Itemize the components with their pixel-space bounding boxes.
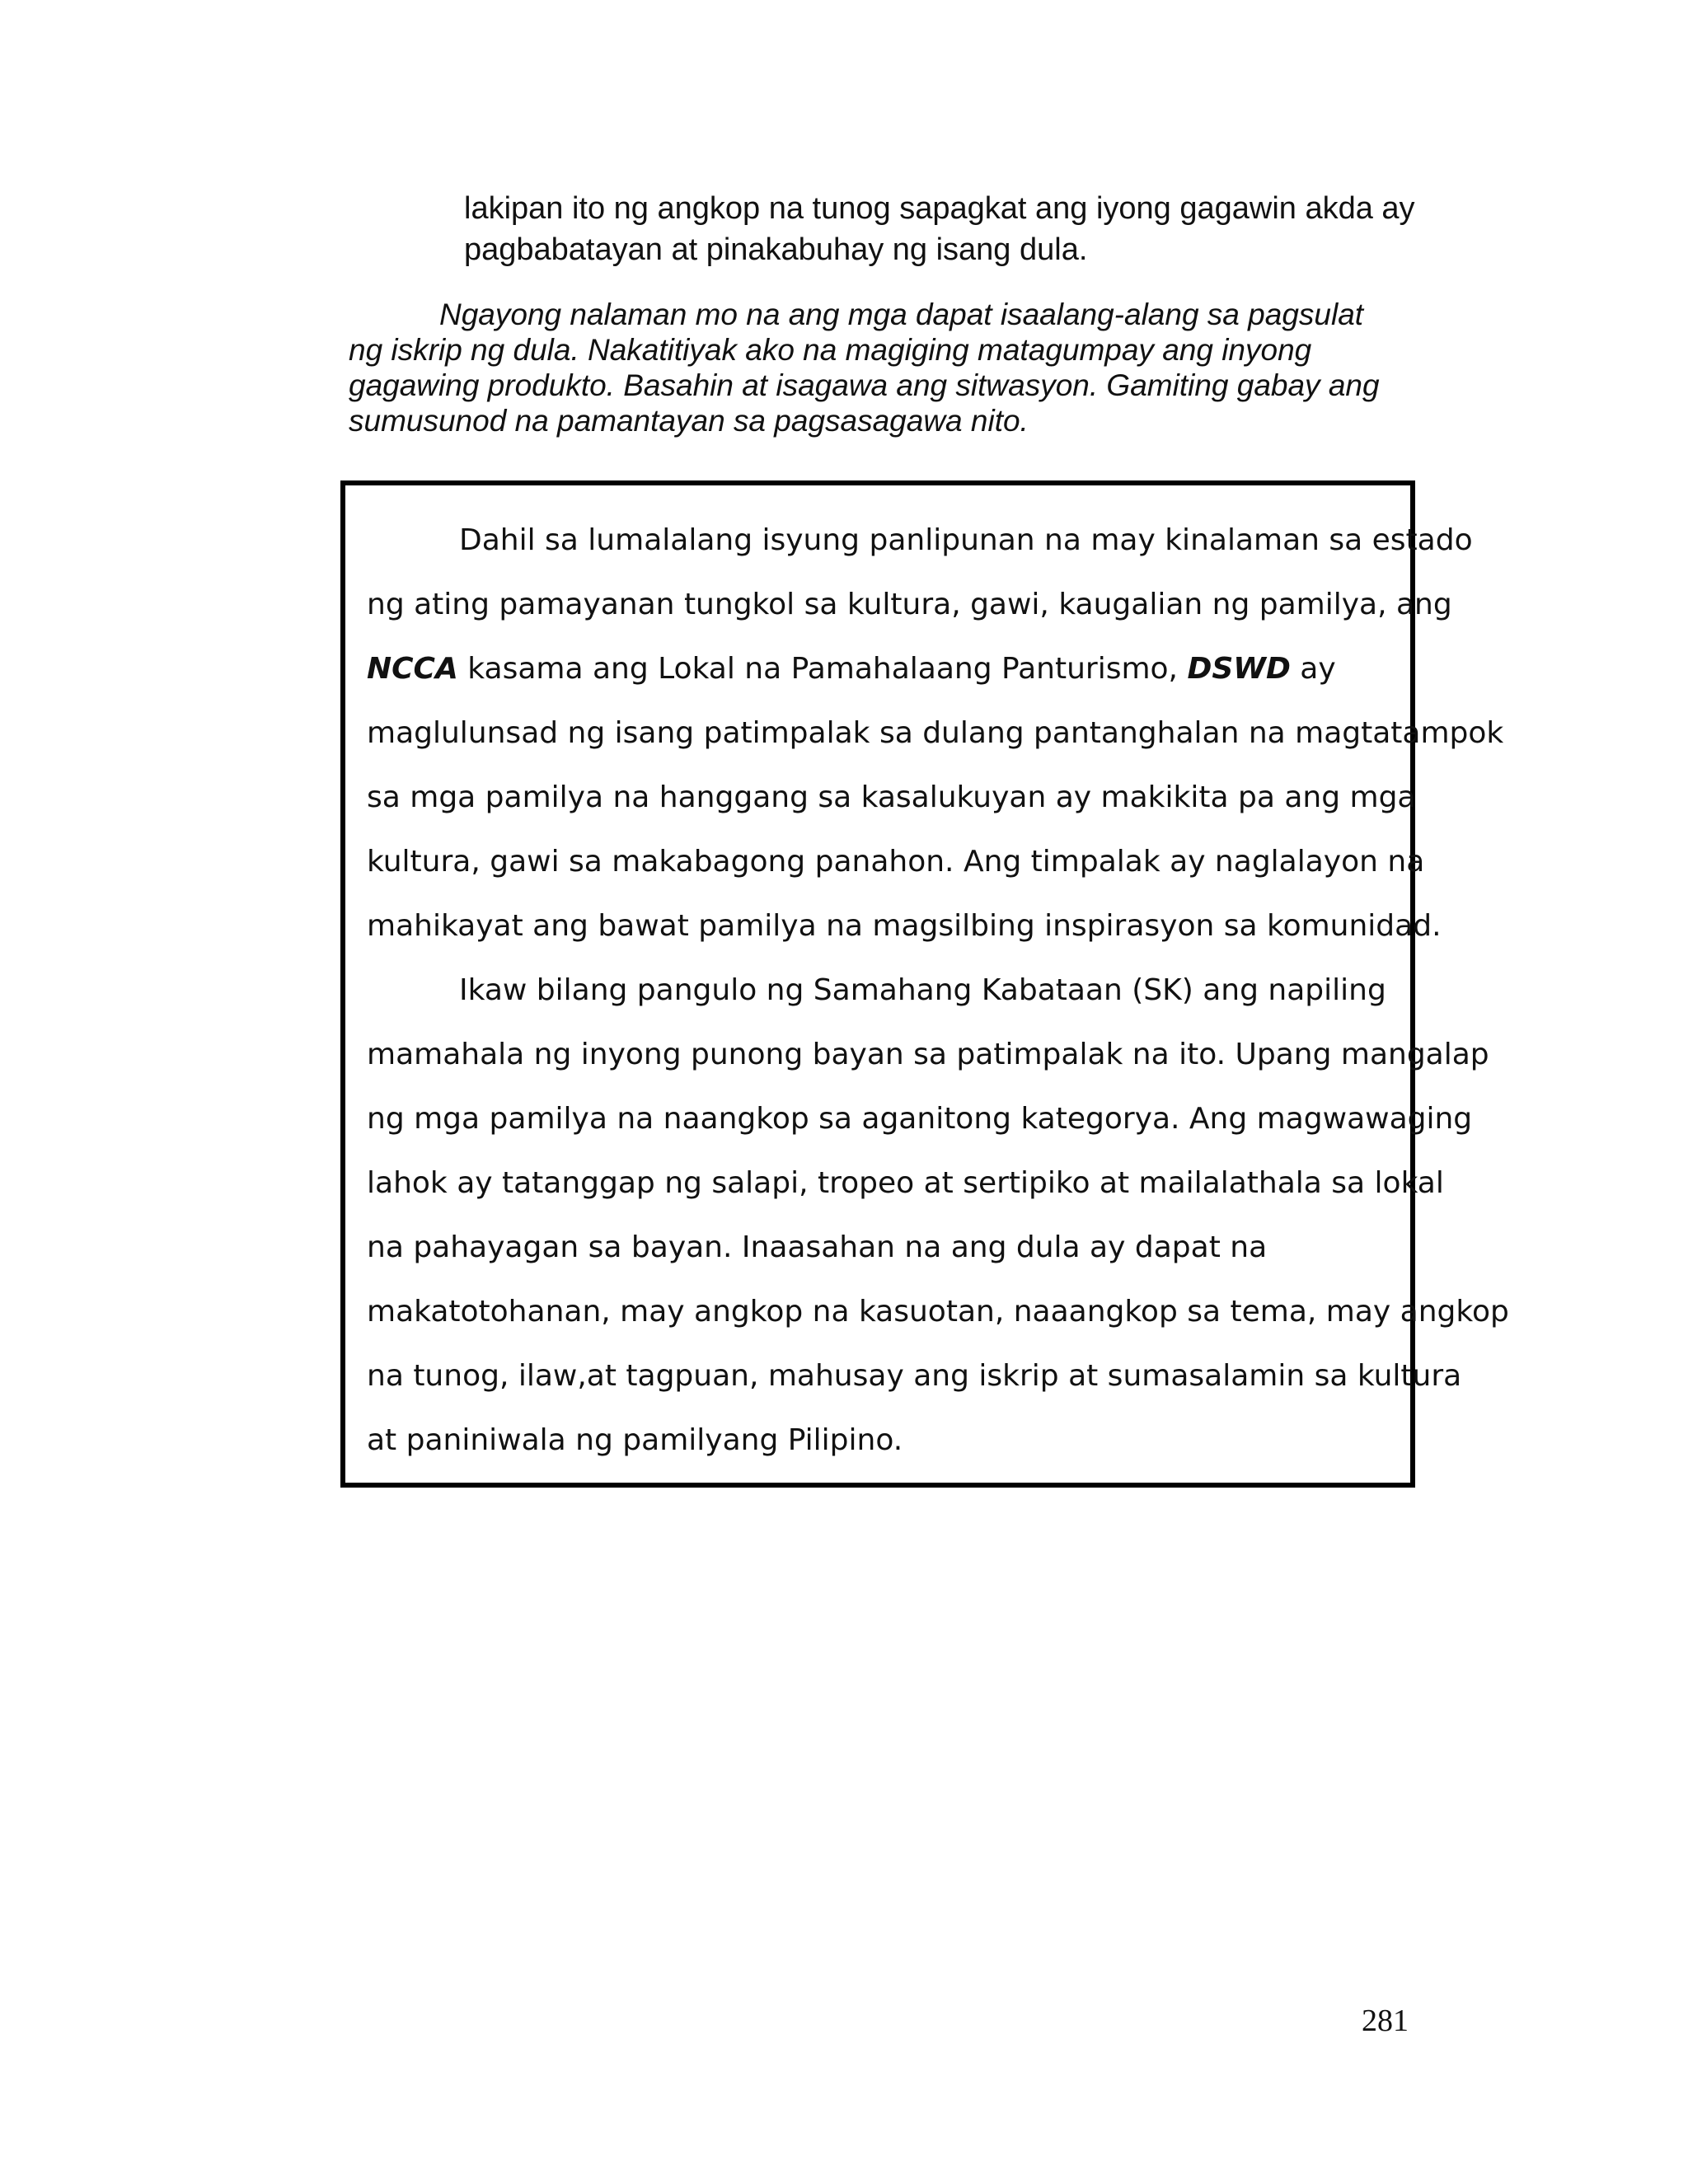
page-number: 281 — [1362, 2004, 1409, 2038]
scenario-line-text: kasama ang Lokal na Pamahalaang Panturismo, — [457, 652, 1188, 686]
scenario-line: Ikaw bilang pangulo ng Samahang Kabataan (SK) ang napiling — [459, 973, 1386, 1007]
scenario-line: mamahala ng inyong punong bayan sa patimpalak na ito. Upang mangalap — [367, 1038, 1489, 1071]
scenario-line: na pahayagan sa bayan. Inaasahan na ang dula ay dapat na — [367, 1230, 1268, 1264]
scenario-line-text: ay — [1290, 652, 1336, 686]
scenario-line: mahikayat ang bawat pamilya na magsilbing inspirasyon sa komunidad. — [367, 909, 1442, 943]
scenario-line: makatotohanan, may angkop na kasuotan, naaangkop sa tema, may angkop — [367, 1295, 1509, 1329]
org-name-ncca: NCCA — [367, 652, 458, 686]
scenario-text — [367, 509, 1509, 1473]
intro-line: lakipan ito ng angkop na tunog sapagkat ang iyong gagawin akda ay — [464, 191, 1415, 226]
org-name-dswd: DSWD — [1187, 652, 1291, 686]
scenario-line: kultura, gawi sa makabagong panahon. Ang timpalak ay naglalayon na — [367, 845, 1425, 879]
scenario-line: sa mga pamilya na hanggang sa kasalukuyan ay makikita pa ang mga — [367, 780, 1416, 814]
scenario-line: at paniniwala ng pamilyang Pilipino. — [367, 1423, 903, 1457]
scenario-line: lahok ay tatanggap ng salapi, tropeo at sertipiko at mailalathala sa lokal — [367, 1166, 1444, 1200]
scenario-line: Dahil sa lumalalang isyung panlipunan na may kinalaman sa estado — [459, 523, 1473, 557]
scenario-line: na tunog, ilaw,at tagpuan, mahusay ang iskrip at sumasalamin sa kultura — [367, 1359, 1462, 1393]
scenario-box — [340, 480, 1509, 1488]
scenario-line: ng ating pamayanan tungkol sa kultura, gawi, kaugalian ng pamilya, ang — [367, 588, 1452, 621]
intro-line: pagbabatayan at pinakabuhay ng isang dula. — [464, 232, 1088, 267]
scenario-line: maglulunsad ng isang patimpalak sa dulang pantanghalan na magtatampok — [367, 716, 1504, 750]
guidance-line: Ngayong nalaman mo na ang mga dapat isaalang-alang sa pagsulat — [439, 298, 1364, 331]
scenario-line — [367, 637, 1405, 701]
guidance-line: sumusunod na pamantayan sa pagsasagawa nito. — [349, 404, 1029, 438]
intro-paragraph — [464, 188, 1453, 270]
guidance-paragraph — [349, 297, 1420, 438]
guidance-line: gagawing produkto. Basahin at isagawa ang sitwasyon. Gamiting gabay ang — [349, 368, 1380, 402]
guidance-line: ng iskrip ng dula. Nakatitiyak ako na magiging matagumpay ang inyong — [349, 333, 1312, 367]
scenario-line: ng mga pamilya na naangkop sa aganitong kategorya. Ang magwawaging — [367, 1102, 1473, 1136]
